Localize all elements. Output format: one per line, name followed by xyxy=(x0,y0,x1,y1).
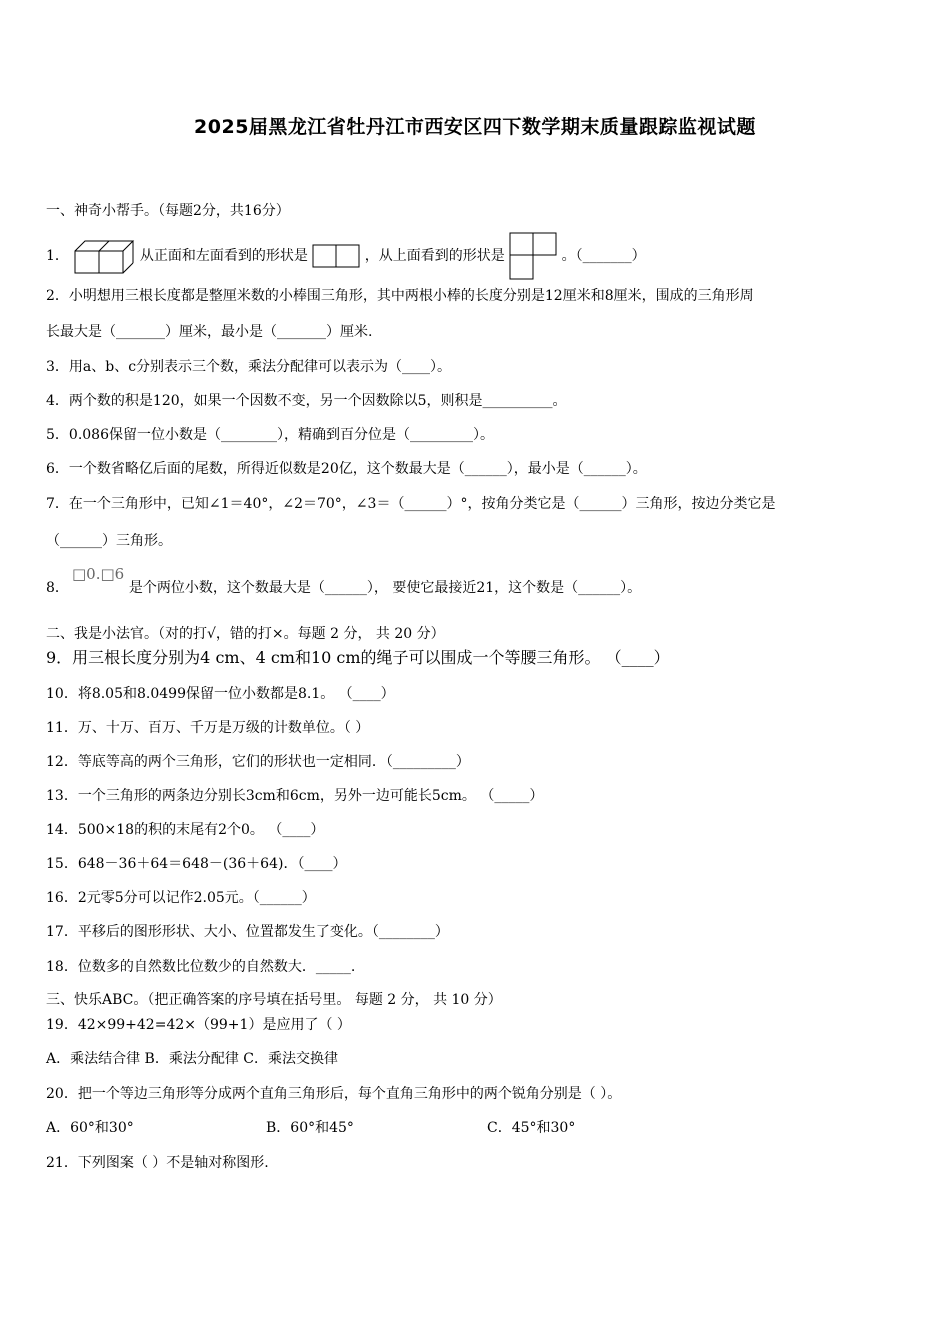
question-6: 6．一个数省略亿后面的尾数，所得近似数是20亿，这个数最大是（______），最小是（______）。 xyxy=(46,461,647,477)
question-8-number: 8． xyxy=(46,580,69,596)
question-12: 12．等底等高的两个三角形，它们的形状也一定相同．（_________） xyxy=(46,754,470,770)
question-2-line-1: 2．小明想用三根长度都是整厘米数的小棒围三角形，其中两根小棒的长度分别是12厘米和8厘米，围成的三角形周 xyxy=(46,288,754,304)
question-7-line-1: 7．在一个三角形中，已知∠1＝40°，∠2＝70°，∠3＝（______）°，按角分类它是（______）三角形，按边分类它是 xyxy=(46,496,776,512)
page-title: 2025届黑龙江省牡丹江市西安区四下数学期末质量跟踪监视试题 xyxy=(194,116,756,138)
question-20-option-a: A．60°和30° xyxy=(46,1120,134,1136)
section-3-heading: 三、快乐ABC。（把正确答案的序号填在括号里。 每题 2 分， 共 10 分） xyxy=(46,992,502,1008)
section-2-heading: 二、我是小法官。（对的打√，错的打×。每题 2 分， 共 20 分） xyxy=(46,626,445,642)
cube-stack-figure xyxy=(73,237,135,275)
question-8-figure: □0.□6 xyxy=(72,565,125,583)
question-9: 9．用三根长度分别为4 cm、4 cm和10 cm的绳子可以围成一个等腰三角形。 （____） xyxy=(46,648,670,667)
top-view-figure xyxy=(509,232,557,280)
question-1-text-a: 从正面和左面看到的形状是 xyxy=(139,248,308,264)
question-19-options: A．乘法结合律 B．乘法分配律 C．乘法交换律 xyxy=(46,1051,339,1067)
question-7-line-2: （______）三角形。 xyxy=(46,533,172,549)
question-1-number: 1． xyxy=(46,248,69,264)
question-20-option-b: B．60°和45° xyxy=(266,1120,354,1136)
question-20: 20．把一个等边三角形等分成两个直角三角形后，每个直角三角形中的两个锐角分别是（ ）。 xyxy=(46,1086,622,1102)
question-5: 5．0.086保留一位小数是（________），精确到百分位是（_________）。 xyxy=(46,427,494,443)
question-8-text: 是个两位小数，这个数最大是（______）， 要使它最接近21，这个数是（______）。 xyxy=(128,580,642,596)
front-view-figure xyxy=(312,244,360,268)
question-8 xyxy=(46,578,641,598)
question-13: 13．一个三角形的两条边分别长3cm和6cm，另外一边可能长5cm。 （_____） xyxy=(46,788,544,804)
question-3: 3．用a、b、c分别表示三个数，乘法分配律可以表示为（____）。 xyxy=(46,359,452,375)
question-4: 4．两个数的积是120，如果一个因数不变，另一个因数除以5，则积是__________。 xyxy=(46,393,567,409)
question-14: 14．500×18的积的末尾有2个0。 （____） xyxy=(46,822,325,838)
question-1 xyxy=(46,232,646,272)
question-20-option-c: C．45°和30° xyxy=(487,1120,576,1136)
question-11: 11．万、十万、百万、千万是万级的计数单位。（ ） xyxy=(46,720,370,736)
question-1-text-b: ，从上面看到的形状是 xyxy=(364,248,505,264)
section-1-heading: 一、神奇小帮手。（每题2分，共16分） xyxy=(46,203,290,219)
question-1-text-c: 。（_______） xyxy=(561,248,646,264)
question-19: 19．42×99+42=42×（99+1）是应用了（ ） xyxy=(46,1017,351,1033)
question-16: 16．2元零5分可以记作2.05元。（______） xyxy=(46,890,316,906)
question-2-line-2: 长最大是（_______）厘米，最小是（_______）厘米. xyxy=(46,324,373,340)
question-21: 21．下列图案（ ）不是轴对称图形. xyxy=(46,1155,269,1171)
question-10: 10．将8.05和8.0499保留一位小数都是8.1。 （____） xyxy=(46,686,395,702)
question-17: 17．平移后的图形形状、大小、位置都发生了变化。（________） xyxy=(46,924,449,940)
question-18: 18．位数多的自然数比位数少的自然数大．_____. xyxy=(46,959,356,975)
question-15: 15．648－36＋64＝648－(36＋64)．（____） xyxy=(46,856,347,872)
